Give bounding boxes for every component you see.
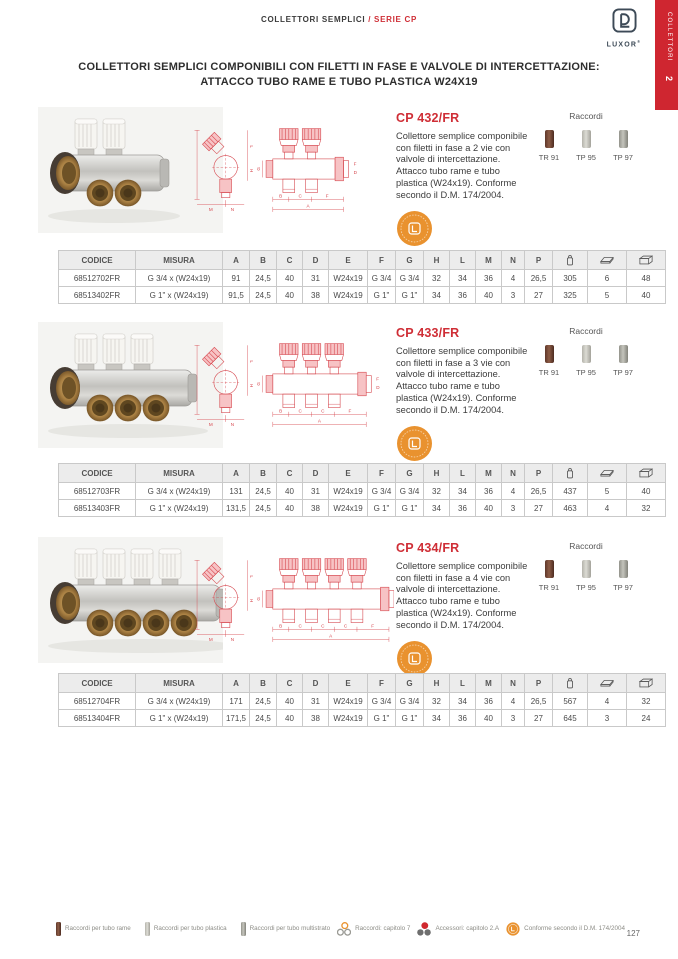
table-cell: 24 (627, 710, 666, 727)
svg-text:H: H (249, 599, 255, 603)
table-header-row (59, 464, 666, 483)
table-cell: 4 (588, 500, 627, 517)
table-cell: G 3/4 (368, 483, 396, 500)
table-cell: G 1" (368, 710, 396, 727)
table-cell: G 3/4 x (W24x19) (136, 483, 223, 500)
column-header: G (396, 251, 424, 270)
svg-text:A: A (306, 203, 310, 209)
table-cell: G 1" (368, 500, 396, 517)
column-header: C (277, 464, 303, 483)
svg-text:A: A (329, 633, 333, 639)
fitting-plastic-icon (582, 560, 591, 578)
legend-item-raccordi-cap7: Raccordi: capitolo 7 (337, 922, 410, 936)
svg-text:F: F (376, 376, 380, 382)
carton-icon (627, 674, 666, 693)
svg-text:H: H (249, 384, 255, 388)
spec-table-cp433fr (58, 463, 666, 517)
circles-outline-icon (337, 922, 351, 936)
inner-pack-icon (588, 464, 627, 483)
table-cell: 31 (303, 483, 329, 500)
table-cell: G 1" (396, 287, 424, 304)
table-cell: 38 (303, 710, 329, 727)
fitting-multilayer-icon (241, 922, 246, 936)
table-cell: 4 (502, 693, 525, 710)
svg-text:F: F (325, 193, 329, 199)
svg-text:C: C (321, 408, 325, 414)
fitting-copper-icon (56, 922, 61, 936)
table-cell: W24x19 (329, 270, 368, 287)
table-cell: G 1" x (W24x19) (136, 287, 223, 304)
column-header: B (250, 464, 277, 483)
table-cell: 34 (424, 287, 450, 304)
table-cell: 36 (476, 483, 502, 500)
legend-item-accessori-cap2a: Accessori: capitolo 2.A (417, 922, 499, 936)
svg-text:N: N (230, 637, 235, 643)
column-header: L (450, 464, 476, 483)
table-cell: 27 (525, 287, 553, 304)
svg-text:F: F (348, 408, 352, 414)
column-header: P (525, 464, 553, 483)
table-cell: 325 (553, 287, 588, 304)
footer-legend (56, 921, 625, 936)
table-cell: 68512703FR (59, 483, 136, 500)
fitting-copper-icon (545, 345, 554, 363)
table-cell: 34 (424, 500, 450, 517)
column-header: CODICE (59, 464, 136, 483)
table-cell: 131 (223, 483, 250, 500)
column-header: P (525, 251, 553, 270)
column-header: A (223, 674, 250, 693)
table-cell: 68512702FR (59, 270, 136, 287)
table-cell: W24x19 (329, 693, 368, 710)
table-cell: 27 (525, 710, 553, 727)
fitting-copper-icon (545, 560, 554, 578)
column-header: MISURA (136, 464, 223, 483)
column-header: D (303, 674, 329, 693)
table-cell: 24,5 (250, 483, 277, 500)
technical-drawing (192, 326, 394, 442)
svg-text:C: C (298, 193, 302, 199)
raccordi-panel (528, 326, 644, 377)
svg-text:L: L (249, 145, 255, 149)
svg-text:M: M (208, 637, 213, 643)
technical-drawing (192, 541, 394, 657)
fitting-tp95: TP 95 (569, 130, 603, 162)
raccordi-title: Raccordi (569, 111, 603, 121)
table-cell: 4 (502, 270, 525, 287)
fitting-tp97: TP 97 (606, 130, 640, 162)
table-header-row (59, 674, 666, 693)
table-cell: 3 (588, 710, 627, 727)
carton-icon (627, 464, 666, 483)
table-cell: 32 (627, 500, 666, 517)
table-cell: 26,5 (525, 483, 553, 500)
svg-text:B: B (279, 623, 283, 629)
product-description: Collettore semplice componibile con filetti in fase a 4 vie con valvole di intercettazione. Attacco tubo rame e tubo plastica (W24x19). Conforme secondo il D.M. 174/2004. (396, 561, 528, 630)
table-cell: 4 (502, 483, 525, 500)
svg-text:A: A (317, 418, 321, 424)
table-cell: 24,5 (250, 500, 277, 517)
product-code: CP 434/FR (396, 541, 460, 555)
breadcrumb-section: COLLETTORI SEMPLICI (261, 15, 369, 24)
table-cell: 48 (627, 270, 666, 287)
table-cell: 131,5 (223, 500, 250, 517)
column-header: N (502, 251, 525, 270)
table-row (59, 287, 666, 304)
table-cell: 36 (450, 500, 476, 517)
fitting-copper-icon (545, 130, 554, 148)
column-header: E (329, 251, 368, 270)
table-cell: 36 (450, 710, 476, 727)
table-cell: 34 (450, 693, 476, 710)
chapter-number: 2 (664, 76, 674, 82)
table-cell: 305 (553, 270, 588, 287)
table-cell: 567 (553, 693, 588, 710)
table-cell: 40 (627, 287, 666, 304)
product-section-cp434fr (0, 535, 678, 685)
table-cell: W24x19 (329, 287, 368, 304)
fitting-multilayer-icon (619, 130, 628, 148)
table-cell: 38 (303, 287, 329, 304)
inner-pack-icon (588, 251, 627, 270)
svg-text:M: M (208, 207, 213, 213)
column-header: M (476, 251, 502, 270)
brand-logo (606, 8, 642, 48)
column-header: G (396, 464, 424, 483)
column-header: B (250, 251, 277, 270)
table-cell: 40 (277, 710, 303, 727)
product-description: Collettore semplice componibile con filetti in fase a 3 vie con valvole di intercettazione. Attacco tubo rame e tubo plastica (W24x19). Conforme secondo il D.M. 174/2004. (396, 346, 528, 415)
product-description: Collettore semplice componibile con filetti in fase a 2 vie con valvole di intercettazione. Attacco tubo rame e tubo plastica (W24x19). Conforme secondo il D.M. 174/2004. (396, 131, 528, 200)
fitting-tr91: TR 91 (532, 345, 566, 377)
column-header: G (396, 674, 424, 693)
table-cell: 31 (303, 693, 329, 710)
table-cell: 68513402FR (59, 287, 136, 304)
weight-grams-icon (553, 674, 588, 693)
dm-certification-badge-icon (396, 210, 433, 247)
table-cell: 3 (502, 287, 525, 304)
column-header: A (223, 464, 250, 483)
table-cell: 40 (277, 270, 303, 287)
svg-text:H: H (249, 169, 255, 173)
fitting-plastic-icon (582, 130, 591, 148)
table-row (59, 500, 666, 517)
column-header: D (303, 464, 329, 483)
legend-item-dm-conformity: Conforme secondo il D.M. 174/2004 (506, 922, 625, 936)
table-cell: 32 (424, 483, 450, 500)
column-header: L (450, 251, 476, 270)
dm-certification-badge-icon (396, 640, 433, 677)
raccordi-title: Raccordi (569, 541, 603, 551)
fitting-tp97: TP 97 (606, 345, 640, 377)
chapter-side-tab (655, 0, 678, 110)
table-cell: 40 (277, 693, 303, 710)
table-cell: 24,5 (250, 270, 277, 287)
column-header: B (250, 674, 277, 693)
table-cell: 38 (303, 500, 329, 517)
fitting-plastic-icon (582, 345, 591, 363)
table-cell: 5 (588, 483, 627, 500)
table-cell: 24,5 (250, 287, 277, 304)
svg-text:D: D (353, 170, 357, 176)
table-cell: 3 (502, 710, 525, 727)
table-header-row (59, 251, 666, 270)
column-header: MISURA (136, 674, 223, 693)
weight-grams-icon (553, 251, 588, 270)
product-code: CP 432/FR (396, 111, 460, 125)
table-cell: 40 (476, 500, 502, 517)
table-cell: 24,5 (250, 710, 277, 727)
column-header: M (476, 464, 502, 483)
table-cell: 40 (277, 483, 303, 500)
table-cell: G 3/4 (396, 483, 424, 500)
table-cell: G 1" x (W24x19) (136, 500, 223, 517)
table-cell: G 3/4 x (W24x19) (136, 270, 223, 287)
column-header: E (329, 464, 368, 483)
svg-text:B: B (279, 408, 283, 414)
svg-text:C: C (298, 408, 302, 414)
column-header: CODICE (59, 674, 136, 693)
svg-text:F: F (353, 161, 357, 167)
svg-text:C: C (298, 623, 302, 629)
table-row (59, 710, 666, 727)
table-cell: G 3/4 (368, 693, 396, 710)
table-cell: 463 (553, 500, 588, 517)
table-cell: 36 (476, 693, 502, 710)
table-cell: 40 (476, 287, 502, 304)
table-cell: 5 (588, 287, 627, 304)
table-cell: 24,5 (250, 693, 277, 710)
table-cell: G 1" x (W24x19) (136, 710, 223, 727)
table-cell: 3 (502, 500, 525, 517)
svg-text:D: D (376, 385, 380, 391)
table-cell: 91,5 (223, 287, 250, 304)
svg-text:L: L (249, 360, 255, 364)
table-cell: G 1" (396, 710, 424, 727)
table-cell: 68513403FR (59, 500, 136, 517)
table-cell: 32 (424, 693, 450, 710)
fitting-tr91: TR 91 (532, 560, 566, 592)
raccordi-title: Raccordi (569, 326, 603, 336)
svg-text:M: M (208, 422, 213, 428)
breadcrumb-series: / SERIE CP (368, 15, 417, 24)
raccordi-panel (528, 541, 644, 592)
chapter-label: COLLETTORI (666, 12, 672, 62)
svg-text:C: C (321, 623, 325, 629)
page-number: 127 (626, 929, 640, 938)
table-cell: 36 (476, 270, 502, 287)
inner-pack-icon (588, 674, 627, 693)
table-cell: 40 (476, 710, 502, 727)
fitting-tr91: TR 91 (532, 130, 566, 162)
technical-drawing (192, 111, 394, 227)
weight-grams-icon (553, 464, 588, 483)
dm-certification-badge-icon (396, 425, 433, 462)
svg-text:N: N (230, 207, 235, 213)
fitting-tp95: TP 95 (569, 560, 603, 592)
product-section-cp432fr (0, 105, 678, 255)
column-header: A (223, 251, 250, 270)
table-cell: 171 (223, 693, 250, 710)
svg-text:N: N (230, 422, 235, 428)
table-cell: 34 (450, 270, 476, 287)
table-cell: 68513404FR (59, 710, 136, 727)
table-row (59, 693, 666, 710)
svg-text:G: G (256, 597, 262, 601)
table-cell: 32 (424, 270, 450, 287)
table-cell: 91 (223, 270, 250, 287)
table-row (59, 483, 666, 500)
circles-filled-icon (417, 922, 431, 936)
dm-badge-icon (506, 922, 520, 936)
column-header: H (424, 674, 450, 693)
table-cell: 34 (450, 483, 476, 500)
svg-text:L: L (249, 575, 255, 579)
table-cell: 27 (525, 500, 553, 517)
product-section-cp433fr (0, 320, 678, 470)
svg-text:C: C (343, 623, 348, 629)
column-header: D (303, 251, 329, 270)
table-cell: 31 (303, 270, 329, 287)
table-cell: 6 (588, 270, 627, 287)
table-cell: 4 (588, 693, 627, 710)
table-cell: 171,5 (223, 710, 250, 727)
legend-item-rame: Raccordi per tubo rame (56, 922, 131, 936)
column-header: MISURA (136, 251, 223, 270)
table-cell: 26,5 (525, 693, 553, 710)
column-header: P (525, 674, 553, 693)
table-cell: 36 (450, 287, 476, 304)
table-cell: 26,5 (525, 270, 553, 287)
legend-item-multistrato: Raccordi per tubo multistrato (241, 922, 331, 936)
svg-text:B: B (279, 193, 283, 199)
table-cell: 32 (627, 693, 666, 710)
table-cell: W24x19 (329, 483, 368, 500)
table-cell: W24x19 (329, 710, 368, 727)
fitting-multilayer-icon (619, 345, 628, 363)
column-header: L (450, 674, 476, 693)
svg-text:F: F (371, 623, 375, 629)
fitting-multilayer-icon (619, 560, 628, 578)
column-header: H (424, 251, 450, 270)
column-header: N (502, 674, 525, 693)
column-header: C (277, 251, 303, 270)
table-cell: 40 (627, 483, 666, 500)
column-header: N (502, 464, 525, 483)
column-header: H (424, 464, 450, 483)
column-header: F (368, 251, 396, 270)
table-cell: W24x19 (329, 500, 368, 517)
column-header: CODICE (59, 251, 136, 270)
fitting-plastic-icon (145, 922, 150, 936)
product-code: CP 433/FR (396, 326, 460, 340)
table-cell: G 1" (396, 500, 424, 517)
table-cell: 437 (553, 483, 588, 500)
legend-item-plastica: Raccordi per tubo plastica (145, 922, 227, 936)
table-cell: 40 (277, 500, 303, 517)
table-cell: G 3/4 x (W24x19) (136, 693, 223, 710)
breadcrumb (0, 15, 678, 24)
fitting-tp97: TP 97 (606, 560, 640, 592)
page-title: COLLETTORI SEMPLICI COMPONIBILI CON FILETTI IN FASE E VALVOLE DI INTERCETTAZIONE: ATTACCO TUBO RAME E TUBO PLASTICA W24X19 (78, 61, 600, 88)
carton-icon (627, 251, 666, 270)
table-cell: G 3/4 (368, 270, 396, 287)
table-cell: 34 (424, 710, 450, 727)
raccordi-panel (528, 111, 644, 162)
table-cell: 68512704FR (59, 693, 136, 710)
column-header: F (368, 464, 396, 483)
table-row (59, 270, 666, 287)
table-cell: G 3/4 (396, 693, 424, 710)
fitting-tp95: TP 95 (569, 345, 603, 377)
column-header: C (277, 674, 303, 693)
table-cell: 40 (277, 287, 303, 304)
spec-table-cp432fr (58, 250, 666, 304)
column-header: M (476, 674, 502, 693)
svg-text:G: G (256, 382, 262, 386)
spec-table-cp434fr (58, 673, 666, 727)
table-cell: G 1" (368, 287, 396, 304)
svg-text:G: G (256, 167, 262, 171)
table-cell: G 3/4 (396, 270, 424, 287)
table-cell: 645 (553, 710, 588, 727)
column-header: F (368, 674, 396, 693)
luxor-monogram-icon (612, 8, 637, 33)
column-header: E (329, 674, 368, 693)
brand-name: LUXOR® (606, 39, 642, 49)
